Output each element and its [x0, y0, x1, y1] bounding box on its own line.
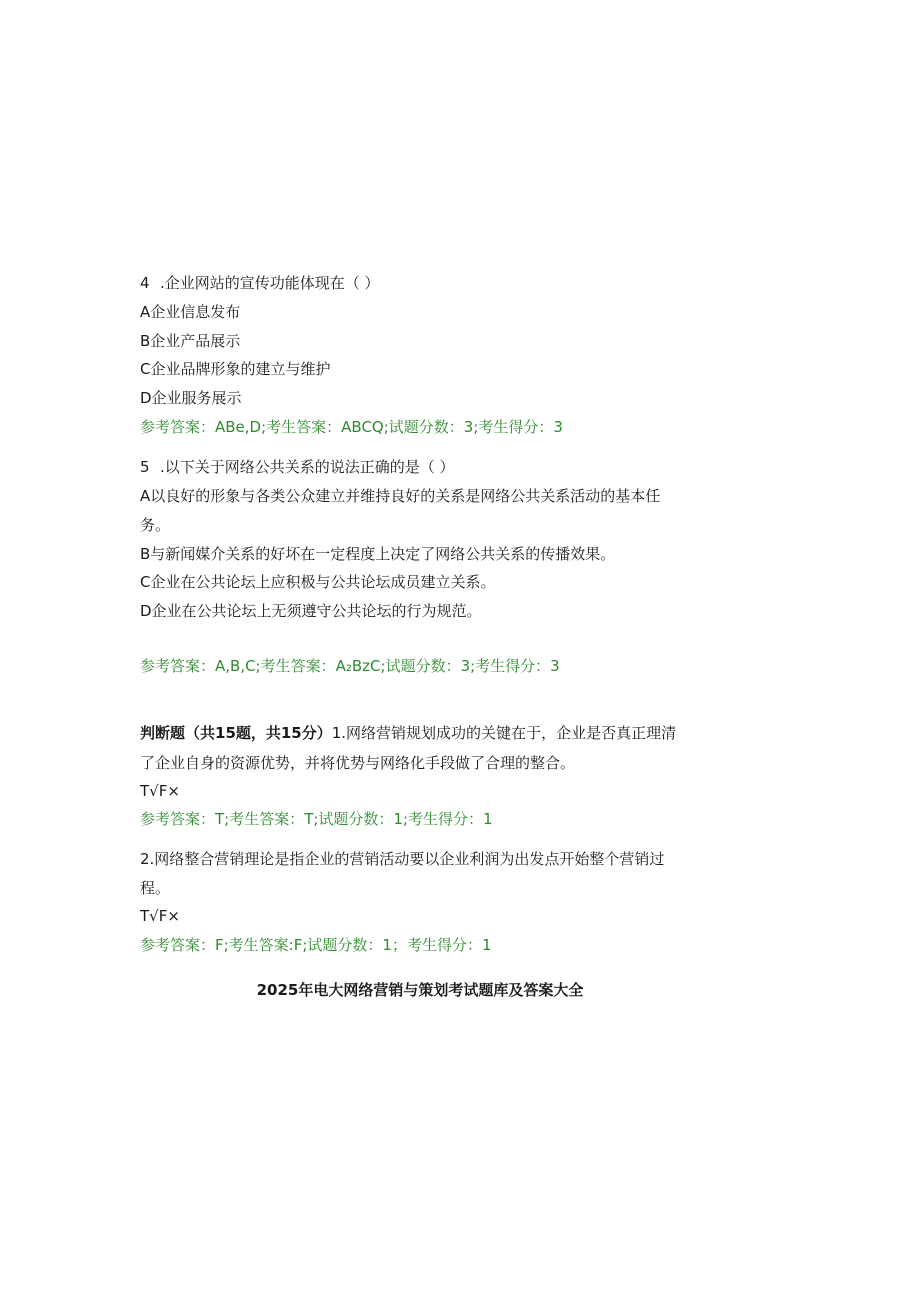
- option-b: B与新闻媒介关系的好坏在一定程度上决定了网络公共关系的传播效果。: [140, 545, 616, 563]
- option-a: A企业信息发布: [140, 303, 241, 321]
- answer-line: 参考答案：ABe,D;考生答案：ABCQ;试题分数：3;考生得分：3: [140, 418, 563, 436]
- tf-question-2-cont: 程。: [140, 879, 171, 897]
- tf-question-2: 2.网络整合营销理论是指企业的营销活动要以企业利润为出发点开始整个营销过: [140, 850, 665, 868]
- answer-line: 参考答案：A,B,C;考生答案：A₂BzC;试题分数：3;考生得分：3: [140, 657, 560, 675]
- question-4-stem: [140, 273, 380, 293]
- section-label: 判断题（共15题，共15分）: [140, 724, 332, 742]
- answer-line: 参考答案：F;考生答案:F;试题分数：1；考生得分：1: [140, 936, 492, 954]
- question-5-stem: [140, 457, 455, 477]
- option-d: D企业在公共论坛上无须遵守公共论坛的行为规范。: [140, 602, 482, 620]
- tf-question-1: [140, 723, 676, 743]
- question-number: 4: [140, 274, 150, 292]
- tf-options: T√F×: [140, 907, 180, 925]
- question-number: 5: [140, 458, 150, 476]
- option-a: A以良好的形象与各类公众建立并维持良好的关系是网络公共关系活动的基本任: [140, 487, 661, 505]
- option-a-cont: 务。: [140, 516, 171, 534]
- question-text: 1.网络营销规划成功的关键在于，企业是否真正理清: [331, 724, 677, 742]
- option-c: C企业在公共论坛上应积极与公共论坛成员建立关系。: [140, 573, 496, 591]
- option-d: D企业服务展示: [140, 389, 242, 407]
- option-c: C企业品牌形象的建立与维护: [140, 360, 331, 378]
- question-text: .企业网站的宣传功能体现在（ ）: [160, 274, 380, 292]
- answer-line: 参考答案：T;考生答案：T;试题分数：1;考生得分：1: [140, 810, 493, 828]
- option-b: B企业产品展示: [140, 332, 241, 350]
- tf-question-1-cont: 了企业自身的资源优势，并将优势与网络化手段做了合理的整合。: [140, 754, 576, 772]
- tf-options: T√F×: [140, 782, 180, 800]
- document-title: 2025年电大网络营销与策划考试题库及答案大全: [256, 981, 584, 999]
- question-text: .以下关于网络公共关系的说法正确的是（ ）: [160, 458, 455, 476]
